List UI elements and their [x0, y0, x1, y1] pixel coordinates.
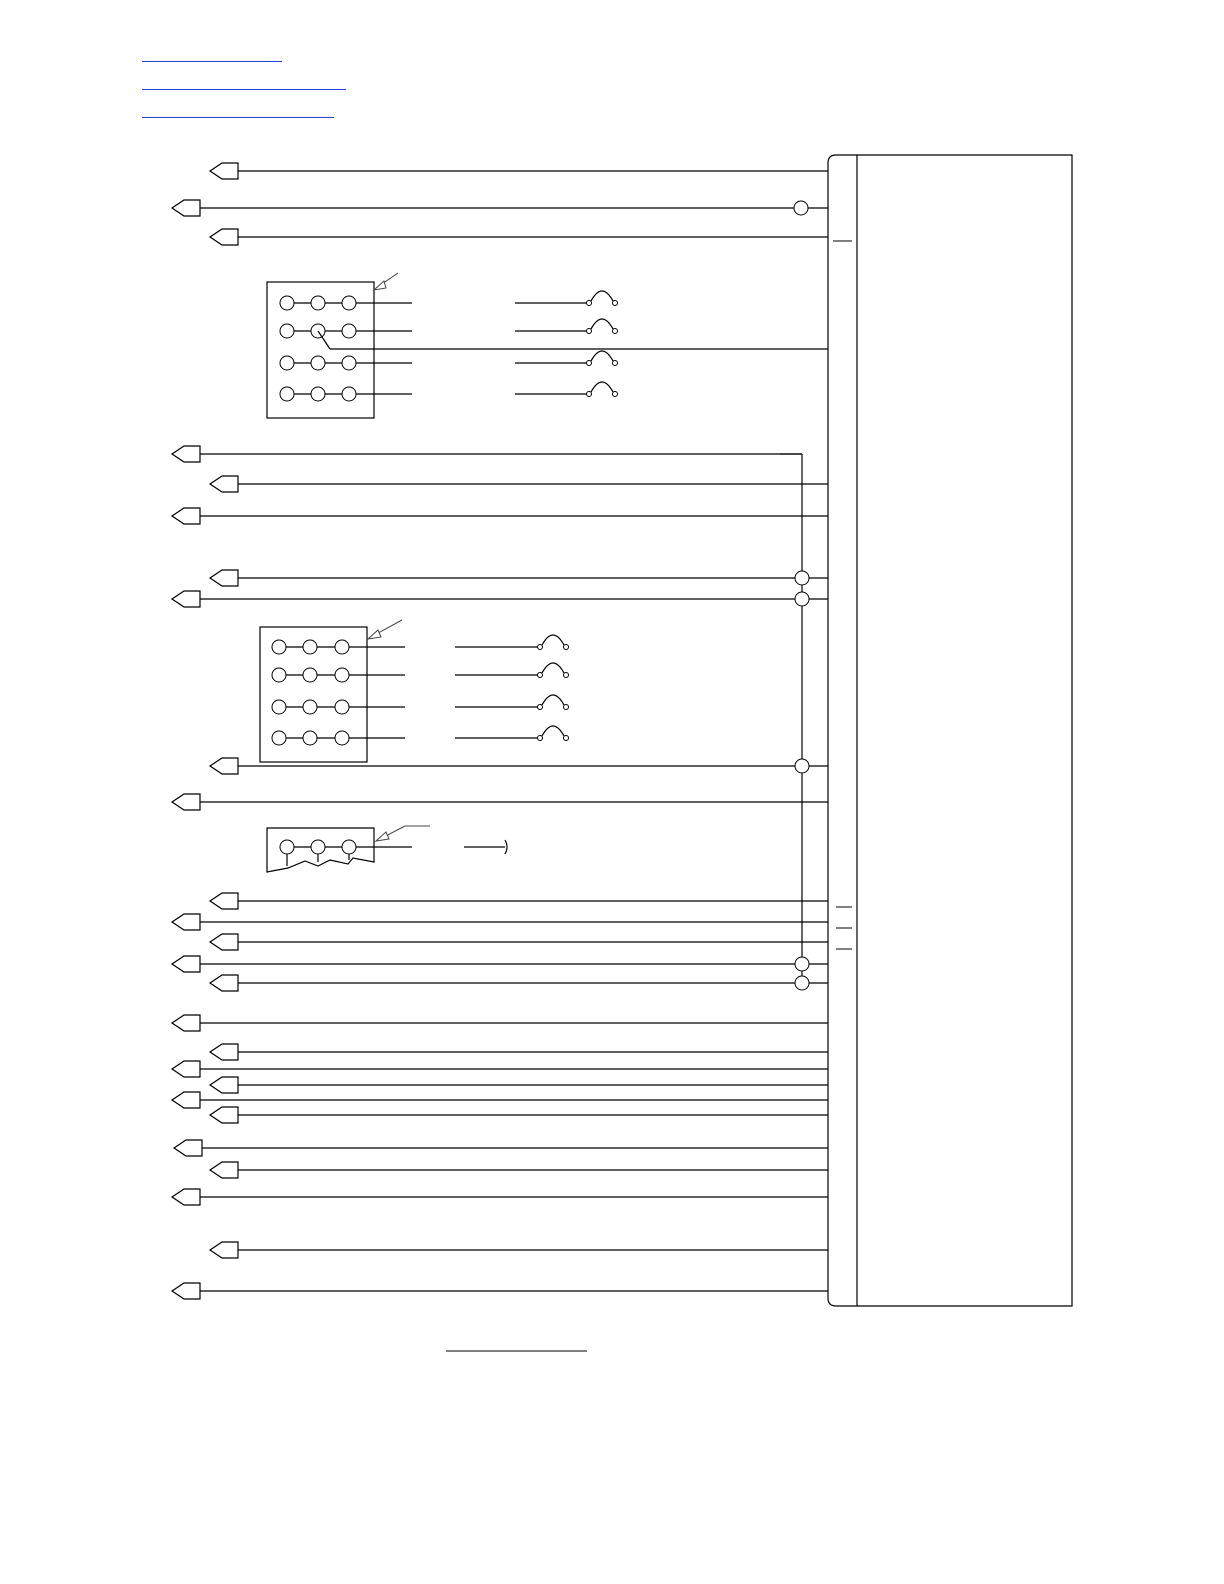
switch-contact-icon: [587, 301, 592, 306]
connector-arrow-icon: [210, 893, 238, 909]
callout-arrow-1-head: [374, 281, 386, 290]
connector-arrow-icon: [210, 1162, 238, 1178]
callout-arrow-3-head: [376, 832, 389, 841]
terminal-pin: [342, 296, 356, 310]
switch-contact-icon: [538, 673, 543, 678]
switch-contact-icon: [538, 705, 543, 710]
terminal-pin: [303, 640, 317, 654]
switch-contact-icon: [587, 361, 592, 366]
terminal-pin: [311, 296, 325, 310]
terminal-pin: [303, 668, 317, 682]
terminal-pin: [280, 356, 294, 370]
switch-contact-icon: [564, 705, 569, 710]
splice-icon: [795, 592, 809, 606]
connector-arrow-icon: [172, 591, 200, 607]
connector-arrow-icon: [172, 1015, 200, 1031]
switch-arc: [591, 351, 613, 361]
switch-contact-icon: [538, 645, 543, 650]
connector-arrow-icon: [210, 975, 238, 991]
connector-arrow-icon: [172, 200, 200, 216]
connector-arrow-icon: [210, 1044, 238, 1060]
wire-group: [172, 163, 828, 1299]
switch-contact-icon: [587, 329, 592, 334]
connector-arrow-icon: [210, 163, 238, 179]
connector-arrow-icon: [172, 1189, 200, 1205]
connector-arrow-icon: [172, 1283, 200, 1299]
splice-icon: [795, 571, 809, 585]
switch-contact-icon: [564, 673, 569, 678]
switch-arc: [542, 726, 564, 736]
switch-arc: [591, 319, 613, 329]
switch-contact-icon: [587, 392, 592, 397]
switch-arc: [542, 663, 564, 673]
switch-contact-icon: [564, 736, 569, 741]
splice-icon: [795, 976, 809, 990]
terminal-pin: [335, 731, 349, 745]
tb3-contact: [505, 840, 507, 854]
connector-arrow-icon: [210, 570, 238, 586]
connector-arrow-icon: [210, 758, 238, 774]
splice-icon: [795, 759, 809, 773]
connector-arrow-icon: [210, 1077, 238, 1093]
connector-arrow-icon: [210, 1242, 238, 1258]
terminal-pin: [311, 387, 325, 401]
connector-arrow-icon: [210, 476, 238, 492]
terminal-pin: [342, 324, 356, 338]
connector-arrow-icon: [172, 1092, 200, 1108]
connector-arrow-icon: [172, 794, 200, 810]
terminal-pin: [335, 668, 349, 682]
splice-icon: [795, 957, 809, 971]
switch-contact-icon: [613, 361, 618, 366]
terminal-pin: [311, 356, 325, 370]
terminal-pin: [280, 296, 294, 310]
terminal-pin: [272, 700, 286, 714]
switch-contact-icon: [613, 329, 618, 334]
connector-arrow-icon: [172, 914, 200, 930]
connector-arrow-icon: [210, 1107, 238, 1123]
terminal-pin: [342, 356, 356, 370]
terminal-pin: [303, 700, 317, 714]
switch-arc: [542, 635, 564, 645]
terminal-pin: [272, 640, 286, 654]
connector-arrow-icon: [210, 229, 238, 245]
connector-arrow-icon: [172, 446, 200, 462]
terminal-pin: [272, 668, 286, 682]
connector-arrow-icon: [172, 1061, 200, 1077]
control-module: [828, 155, 1072, 1306]
connector-arrow-icon: [172, 508, 200, 524]
connector-arrow-icon: [172, 956, 200, 972]
switch-contact-icon: [564, 645, 569, 650]
switch-contact-icon: [613, 301, 618, 306]
terminal-pin: [342, 387, 356, 401]
switch-arc: [542, 695, 564, 705]
wire-circle-marker: [794, 201, 808, 215]
switch-arc: [591, 382, 613, 392]
terminal-pin: [280, 387, 294, 401]
terminal-pin: [280, 324, 294, 338]
callout-arrow-2-head: [368, 630, 381, 639]
connector-arrow-icon: [210, 934, 238, 950]
terminal-pin: [303, 731, 317, 745]
terminal-block-3: [267, 826, 507, 872]
terminal-pin: [272, 731, 286, 745]
terminal-pin: [335, 700, 349, 714]
switch-contact-icon: [613, 392, 618, 397]
switch-arc: [591, 291, 613, 301]
switch-contact-icon: [538, 736, 543, 741]
terminal-block-1-pins: [280, 291, 618, 401]
terminal-pin: [335, 640, 349, 654]
terminal-block-2-pins: [272, 635, 569, 745]
connector-arrow-icon: [174, 1140, 202, 1156]
